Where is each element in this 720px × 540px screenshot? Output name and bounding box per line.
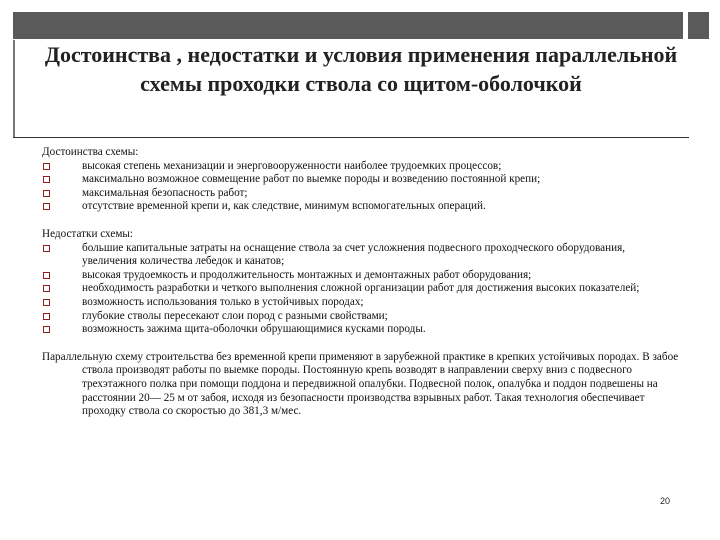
square-bullet-icon	[43, 313, 50, 320]
conclusion-paragraph: Параллельную схему строительства без временной крепи применяют в зарубежной практике в крепких устойчивых породах. В забое ствола производят работы по выемке породы. Постоянную крепь возводят в направлении сверху вниз с подвесного трехэтажного полка при помощи поддона и передвижной опалубки. Подвесной полок, опалубка и поддон подвешены на расстоянии 20— 25 м от забоя, исходя из безопасности производства взрывных работ. Такая технология обеспечивает проходку ствола со скоростью до 381,3 м/мес.	[42, 350, 679, 418]
square-bullet-icon	[43, 245, 50, 252]
list-item-text: максимально возможное совмещение работ по выемке породы и возведению постоянной крепи;	[82, 173, 541, 186]
list-item-text: возможность зажима щита-оболочки обрушающимися кусками породы.	[82, 323, 426, 336]
list-item	[42, 173, 682, 187]
list-item-text: отсутствие временной крепи и, как следствие, минимум вспомогательных операций.	[82, 200, 486, 213]
list-item-text: возможность использования только в устойчивых породах;	[82, 295, 364, 308]
advantages-list	[42, 160, 682, 214]
list-item	[42, 323, 682, 337]
list-item-text: необходимость разработки и четкого выполнения сложной организации работ для достижения высоких показателей;	[82, 282, 640, 295]
list-item-text: большие капитальные затраты на оснащение ствола за счет усложнения подвесного проходческого оборудования, увеличения количества лебедок и канатов;	[82, 241, 626, 268]
square-bullet-icon	[43, 272, 50, 279]
list-item	[42, 160, 682, 174]
list-item	[42, 187, 682, 201]
page-number: 20	[660, 496, 671, 506]
list-item	[42, 282, 682, 296]
square-bullet-icon	[43, 176, 50, 183]
title-left-rule	[13, 40, 15, 138]
title-divider	[13, 137, 689, 138]
disadvantages-heading: Недостатки схемы:	[42, 227, 134, 240]
square-bullet-icon	[43, 299, 50, 306]
list-item	[42, 242, 682, 269]
advantages-heading: Достоинства схемы:	[42, 146, 139, 158]
square-bullet-icon	[43, 203, 50, 210]
list-item-text: глубокие стволы пересекают слои пород с разными свойствами;	[82, 309, 388, 322]
list-item	[42, 310, 682, 324]
header-bar	[13, 12, 683, 39]
list-item-text: максимальная безопасность работ;	[82, 186, 248, 199]
slide-body	[42, 146, 682, 419]
square-bullet-icon	[43, 190, 50, 197]
slide-title: Достоинства , недостатки и условия применения параллельной схемы проходки ствола со щитом-оболочкой	[44, 42, 678, 96]
square-bullet-icon	[43, 163, 50, 170]
disadvantages-list	[42, 242, 682, 337]
list-item	[42, 296, 682, 310]
header-square	[688, 12, 709, 39]
square-bullet-icon	[43, 285, 50, 292]
square-bullet-icon	[43, 326, 50, 333]
list-item-text: высокая степень механизации и энерговооруженности наиболее трудоемких процессов;	[82, 159, 502, 172]
list-item	[42, 200, 682, 214]
list-item-text: высокая трудоемкость и продолжительность монтажных и демонтажных работ оборудования;	[82, 268, 532, 281]
list-item	[42, 269, 682, 283]
